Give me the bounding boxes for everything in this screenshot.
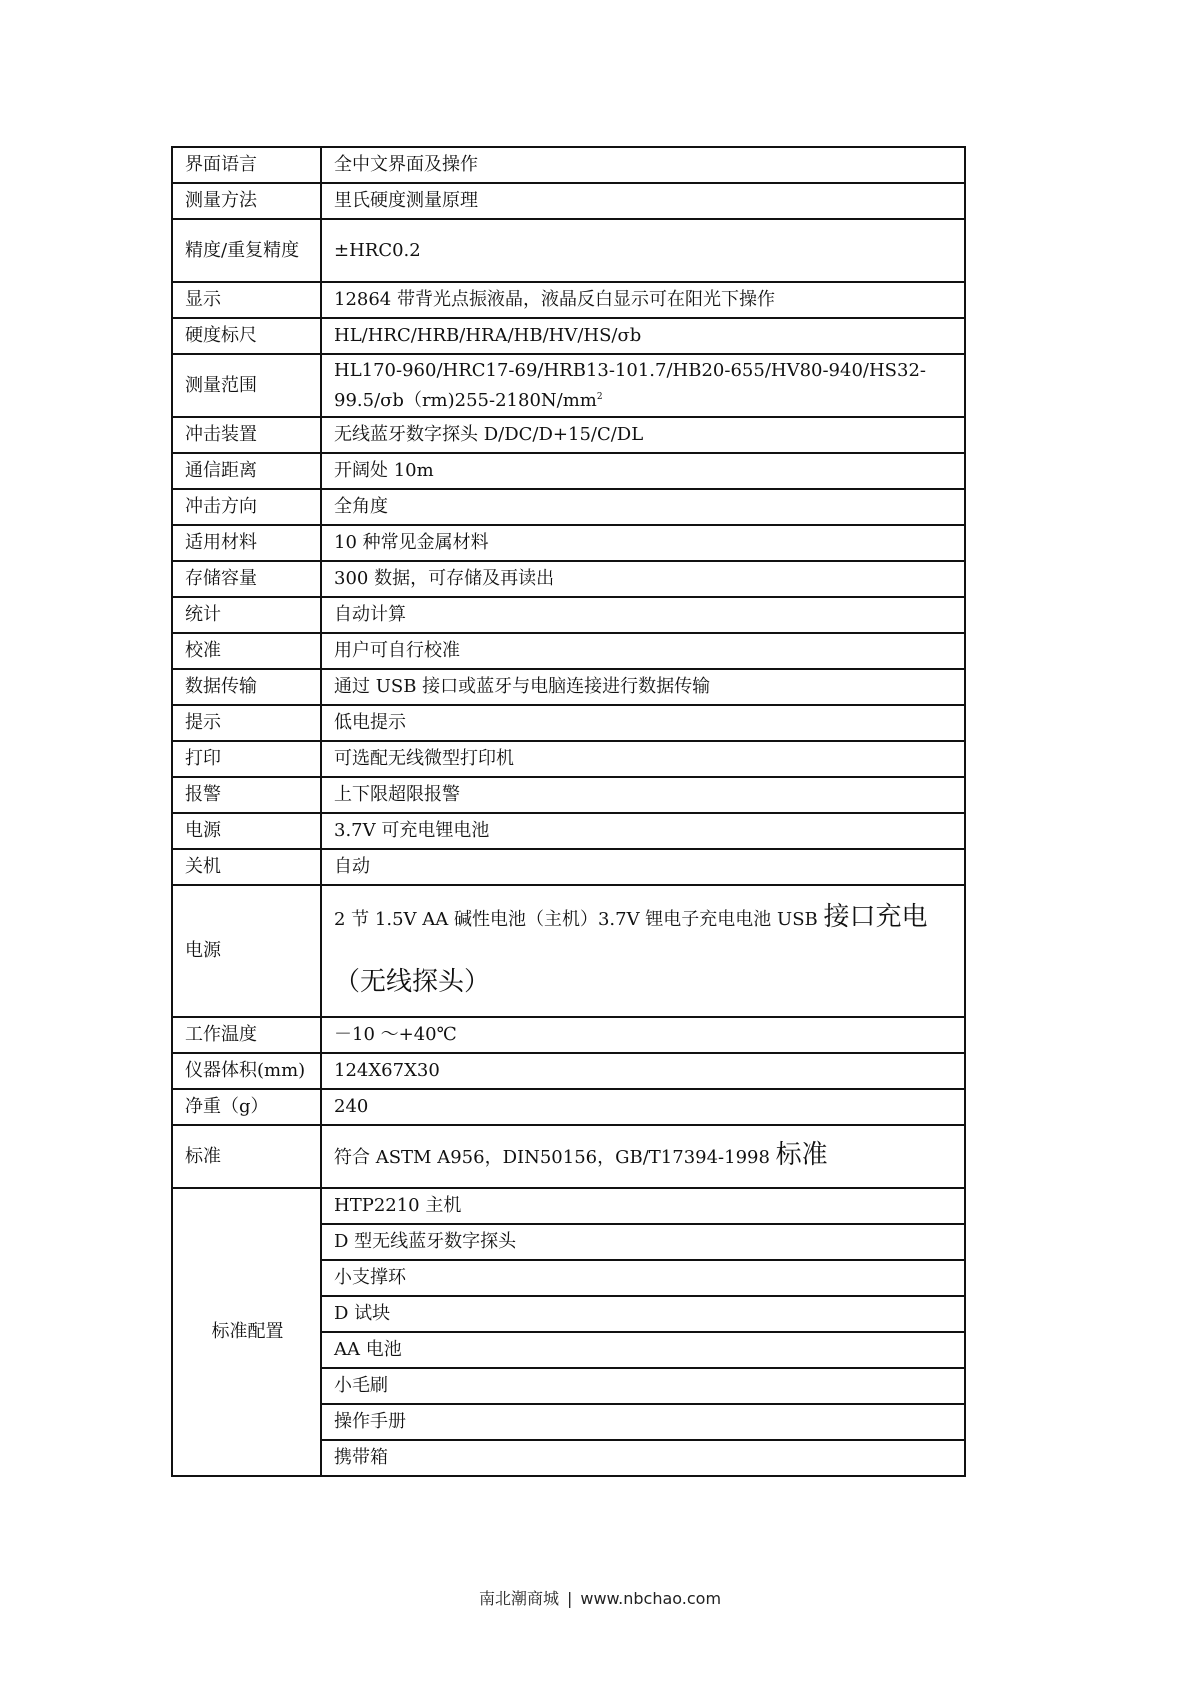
power-text-large: 接口充电（无线探头） — [334, 902, 928, 997]
config-item: 小毛刷 — [321, 1368, 965, 1404]
standard-text: 符合 ASTM A956，DIN50156，GB/T17394-1998 — [334, 1147, 776, 1168]
spec-label: 校准 — [172, 633, 321, 669]
spec-label: 显示 — [172, 282, 321, 318]
config-item: D 试块 — [321, 1296, 965, 1332]
spec-value: 12864 带背光点振液晶，液晶反白显示可在阳光下操作 — [321, 282, 965, 318]
config-item: D 型无线蓝牙数字探头 — [321, 1224, 965, 1260]
spec-value: 10 种常见金属材料 — [321, 525, 965, 561]
spec-value: HL/HRC/HRB/HRA/HB/HV/HS/σb — [321, 318, 965, 354]
spec-value — [321, 885, 965, 1017]
spec-value: 开阔处 10m — [321, 453, 965, 489]
spec-value — [321, 354, 965, 417]
table-row — [172, 147, 965, 183]
table-row — [172, 489, 965, 525]
table-row — [172, 525, 965, 561]
spec-value: 自动计算 — [321, 597, 965, 633]
spec-label: 测量范围 — [172, 354, 321, 417]
measure-range-text: HL170-960/HRC17-69/HRB13-101.7/HB20-655/HV80-940/HS32-99.5/σb（rm)255-2180N/mm — [334, 359, 926, 411]
spec-label: 净重（g） — [172, 1089, 321, 1125]
spec-value — [321, 1125, 965, 1188]
spec-value: 通过 USB 接口或蓝牙与电脑连接进行数据传输 — [321, 669, 965, 705]
spec-label: 存储容量 — [172, 561, 321, 597]
spec-value: 300 数据，可存储及再读出 — [321, 561, 965, 597]
table-row — [172, 1125, 965, 1188]
spec-label: 统计 — [172, 597, 321, 633]
spec-label: 提示 — [172, 705, 321, 741]
spec-value: －10 ～+40℃ — [321, 1017, 965, 1053]
table-row — [172, 1188, 965, 1224]
spec-label: 精度/重复精度 — [172, 219, 321, 282]
spec-value: 全角度 — [321, 489, 965, 525]
power-text-small: 2 节 1.5V AA 碱性电池（主机）3.7V 锂电子充电电池 USB — [334, 909, 824, 930]
table-row — [172, 741, 965, 777]
spec-label: 界面语言 — [172, 147, 321, 183]
spec-label: 冲击装置 — [172, 417, 321, 453]
footer-separator: | — [566, 1589, 573, 1608]
table-row — [172, 282, 965, 318]
table-row — [172, 777, 965, 813]
spec-label: 电源 — [172, 813, 321, 849]
table-row — [172, 453, 965, 489]
table-row — [172, 354, 965, 417]
spec-label: 冲击方向 — [172, 489, 321, 525]
spec-label: 电源 — [172, 885, 321, 1017]
table-row — [172, 1053, 965, 1089]
spec-value: 124X67X30 — [321, 1053, 965, 1089]
standard-text-large: 标准 — [775, 1140, 828, 1170]
spec-label: 通信距离 — [172, 453, 321, 489]
config-item: 携带箱 — [321, 1440, 965, 1476]
spec-label: 数据传输 — [172, 669, 321, 705]
footer-site-name: 南北潮商城 — [478, 1589, 559, 1608]
table-row — [172, 183, 965, 219]
spec-table — [171, 146, 966, 1477]
table-row — [172, 813, 965, 849]
spec-label: 标准 — [172, 1125, 321, 1188]
config-item: 操作手册 — [321, 1404, 965, 1440]
spec-value: 240 — [321, 1089, 965, 1125]
page-footer — [0, 1586, 1200, 1609]
spec-label: 硬度标尺 — [172, 318, 321, 354]
spec-value: 上下限超限报警 — [321, 777, 965, 813]
spec-value: 可选配无线微型打印机 — [321, 741, 965, 777]
spec-value: 低电提示 — [321, 705, 965, 741]
table-row — [172, 219, 965, 282]
config-item: HTP2210 主机 — [321, 1188, 965, 1224]
spec-value: ±HRC0.2 — [321, 219, 965, 282]
spec-label: 报警 — [172, 777, 321, 813]
config-label: 标准配置 — [172, 1188, 321, 1476]
table-row — [172, 561, 965, 597]
spec-label: 适用材料 — [172, 525, 321, 561]
table-row — [172, 597, 965, 633]
spec-label: 打印 — [172, 741, 321, 777]
config-item: AA 电池 — [321, 1332, 965, 1368]
table-row — [172, 669, 965, 705]
spec-value: 全中文界面及操作 — [321, 147, 965, 183]
table-row — [172, 318, 965, 354]
table-row — [172, 885, 965, 1017]
spec-value: 无线蓝牙数字探头 D/DC/D+15/C/DL — [321, 417, 965, 453]
spec-label: 测量方法 — [172, 183, 321, 219]
table-row — [172, 633, 965, 669]
superscript: 2 — [596, 391, 603, 402]
spec-label: 仪器体积(mm) — [172, 1053, 321, 1089]
spec-label: 工作温度 — [172, 1017, 321, 1053]
table-row — [172, 1089, 965, 1125]
config-item: 小支撑环 — [321, 1260, 965, 1296]
spec-value: 里氏硬度测量原理 — [321, 183, 965, 219]
table-row — [172, 1017, 965, 1053]
spec-label: 关机 — [172, 849, 321, 885]
spec-value: 用户可自行校准 — [321, 633, 965, 669]
table-row — [172, 705, 965, 741]
table-row — [172, 417, 965, 453]
footer-url-link[interactable]: www.nbchao.com — [580, 1589, 722, 1608]
spec-value: 3.7V 可充电锂电池 — [321, 813, 965, 849]
table-row — [172, 849, 965, 885]
spec-value: 自动 — [321, 849, 965, 885]
